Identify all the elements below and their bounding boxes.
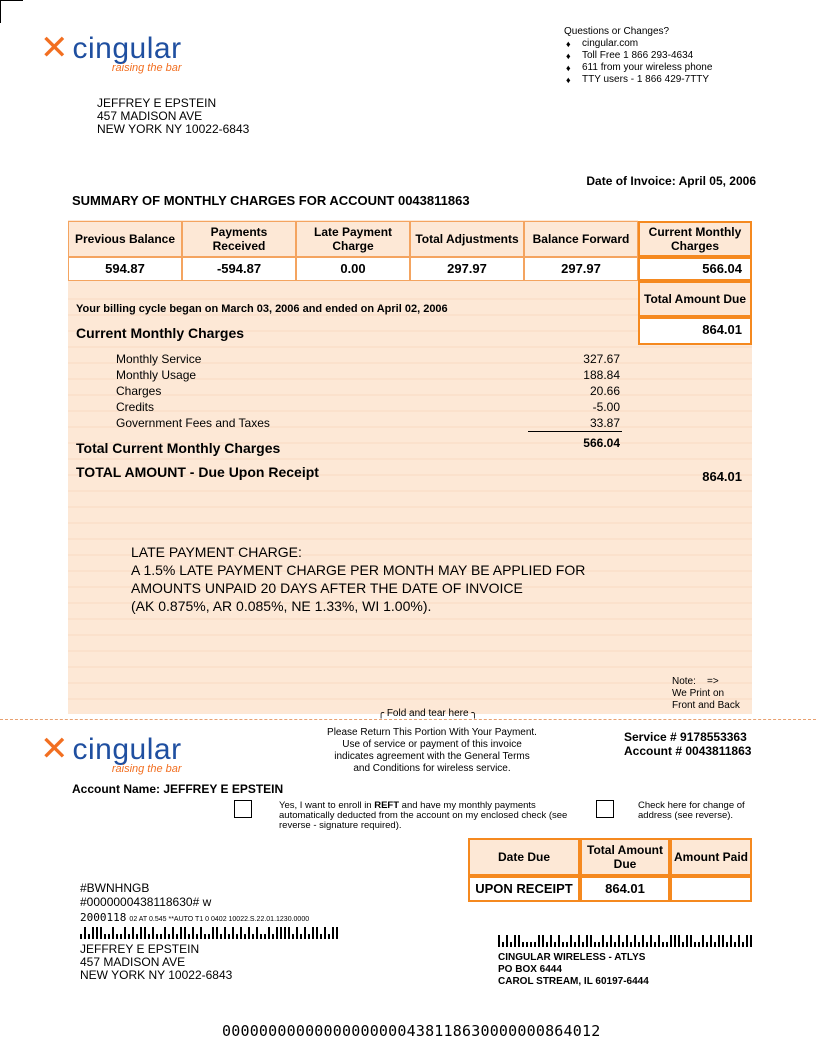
contact-tollfree: ♦ Toll Free 1 866 293-4634 [564,50,712,62]
line-credits: Credits [116,400,155,414]
ocr-scan-line: 00000000000000000000438118630000000864012 [222,1022,601,1040]
cingular-logo [40,29,182,74]
note-label: Note: [672,676,696,687]
remit-city: CAROL STREAM, IL 60197-6444 [498,976,649,987]
logo-tagline: raising the bar [111,62,182,74]
reft-keyword: REFT [374,800,400,811]
stub-header-total-due: Total Amount Due [580,838,670,876]
customer-city: NEW YORK NY 10022-6843 [97,122,250,136]
contact-info [564,26,712,86]
stub-logo-wordmark: cingular [72,733,182,766]
contact-website: ♦ cingular.com [564,38,712,50]
fold-label [378,708,477,719]
line-monthly-usage: Monthly Usage [116,368,197,382]
grand-total-amount: 864.01 [702,469,742,484]
mail-code-number: 2000118 [80,911,127,924]
stub-amount-paid-field[interactable] [670,876,752,902]
customer-address [97,97,249,136]
value-previous-balance: 594.87 [68,257,182,281]
total-due-value: 864.01 [638,317,752,345]
account-name: Account Name: JEFFREY E EPSTEIN [72,782,284,796]
service-number: Service # 9178553363 [624,730,747,744]
remit-postal-barcode [498,935,754,947]
stub-cingular-x-icon: ✕ [40,730,69,768]
fold-left-icon: ╭ [378,708,385,719]
line-monthly-service: Monthly Service [116,352,202,366]
note-arrow: => [707,676,719,687]
charges-background [68,284,752,714]
print-note [672,676,740,712]
mail-code-line [80,911,309,924]
cingular-x-icon: ✕ [40,29,69,67]
grand-total-label: TOTAL AMOUNT - Due Upon Receipt [76,464,319,480]
line-charges: Charges [116,384,162,398]
address-change-text: Check here for change of address (see reverse). [638,800,745,821]
line-government-fees: Government Fees and Taxes [116,416,270,430]
stub-account-info [624,730,751,758]
crop-mark [0,0,23,23]
mail-code-1: #BWNHNGB [80,881,150,895]
amount-government-fees: 33.87 [589,416,620,430]
return-line-3: indicates agreement with the General Terms [334,751,530,762]
reft-text [279,801,579,831]
current-charges-title: Current Monthly Charges [76,325,245,341]
mailing-codes [80,881,211,909]
header-previous-balance: Previous Balance [68,221,182,257]
reft-checkbox[interactable] [234,800,252,818]
header-payments-received: Payments Received [182,221,296,257]
summary-title: SUMMARY OF MONTHLY CHARGES FOR ACCOUNT 0043811863 [72,193,470,208]
invoice-date: Date of Invoice: April 05, 2006 [586,174,756,188]
return-line-1: Please Return This Portion With Your Payment. [327,727,537,738]
contact-title: Questions or Changes? [564,26,670,37]
mail-code-detail: 02 AT 0.545 **AUTO T1 0 0402 10022.S.22.01.1230.0000 [129,916,310,923]
late-notice-line-2: A 1.5% LATE PAYMENT CHARGE PER MONTH MAY BE APPLIED FOR [131,562,586,578]
logo-wordmark: cingular [72,32,182,65]
remit-po-box: PO BOX 6444 [498,964,562,975]
address-change-checkbox[interactable] [596,800,614,818]
amount-monthly-usage: 188.84 [583,368,620,382]
customer-name: JEFFREY E EPSTEIN [97,96,217,110]
fold-right-icon: ╮ [471,708,478,719]
value-balance-forward: 297.97 [524,257,638,281]
contact-tty: ♦ TTY users - 1 866 429-7TTY [564,74,712,86]
stub-header-date-due: Date Due [468,838,580,876]
header-total-adjustments: Total Adjustments [410,221,524,257]
header-balance-forward: Balance Forward [524,221,638,257]
return-line-4: and Conditions for wireless service. [353,763,511,774]
header-current-charges: Current Monthly Charges [638,221,752,257]
stub-logo-tagline: raising the bar [111,763,182,775]
value-current-charges: 566.04 [638,257,752,281]
late-notice-line-4: (AK 0.875%, AR 0.085%, NE 1.33%, WI 1.00%). [131,598,432,614]
remit-name: CINGULAR WIRELESS - ATLYS [498,952,646,963]
amount-charges: 20.66 [589,384,620,398]
value-late-payment: 0.00 [296,257,410,281]
billing-cycle: Your billing cycle began on March 03, 2006 and ended on April 02, 2006 [76,303,448,315]
note-line-3: Front and Back [672,700,740,711]
stub-customer-address [80,943,232,982]
late-notice-line-3: AMOUNTS UNPAID 20 DAYS AFTER THE DATE OF INVOICE [131,580,523,596]
customer-street: 457 MADISON AVE [97,109,203,123]
stub-date-due-value: UPON RECEIPT [468,876,580,902]
account-number: Account # 0043811863 [624,744,752,758]
late-payment-notice [131,543,585,615]
total-due-label: Total Amount Due [638,281,752,317]
value-payments-received: -594.87 [182,257,296,281]
stub-total-due-value: 864.01 [580,876,670,902]
remit-address [498,952,649,988]
stub-customer-city: NEW YORK NY 10022-6843 [80,968,233,982]
reft-text-start: Yes, I want to enroll in [279,800,375,811]
fold-line [0,719,816,720]
stub-header-amount-paid: Amount Paid [670,838,752,876]
stub-customer-name: JEFFREY E EPSTEIN [80,942,200,956]
note-line-2: We Print on [672,688,725,699]
header-late-payment: Late Payment Charge [296,221,410,257]
customer-postal-barcode [80,927,340,939]
fold-text: Fold and tear here [386,708,469,719]
subtotal-rule [528,431,622,432]
reft-text-end: and have my monthly payments automatically deducted from the account on my enclosed check (see reverse - signature required). [279,800,568,831]
total-current-amount: 566.04 [583,436,620,450]
return-instructions [300,727,564,775]
contact-611: ♦ 611 from your wireless phone [564,62,712,74]
stub-cingular-logo [40,730,182,775]
amount-credits: -5.00 [592,400,620,414]
stub-customer-street: 457 MADISON AVE [80,955,186,969]
amount-monthly-service: 327.67 [583,352,620,366]
return-line-2: Use of service or payment of this invoice [342,739,522,750]
mail-code-2: #0000000438118630# w [80,895,212,909]
total-current-label: Total Current Monthly Charges [76,440,281,456]
value-total-adjustments: 297.97 [410,257,524,281]
late-notice-line-1: LATE PAYMENT CHARGE: [131,544,302,560]
